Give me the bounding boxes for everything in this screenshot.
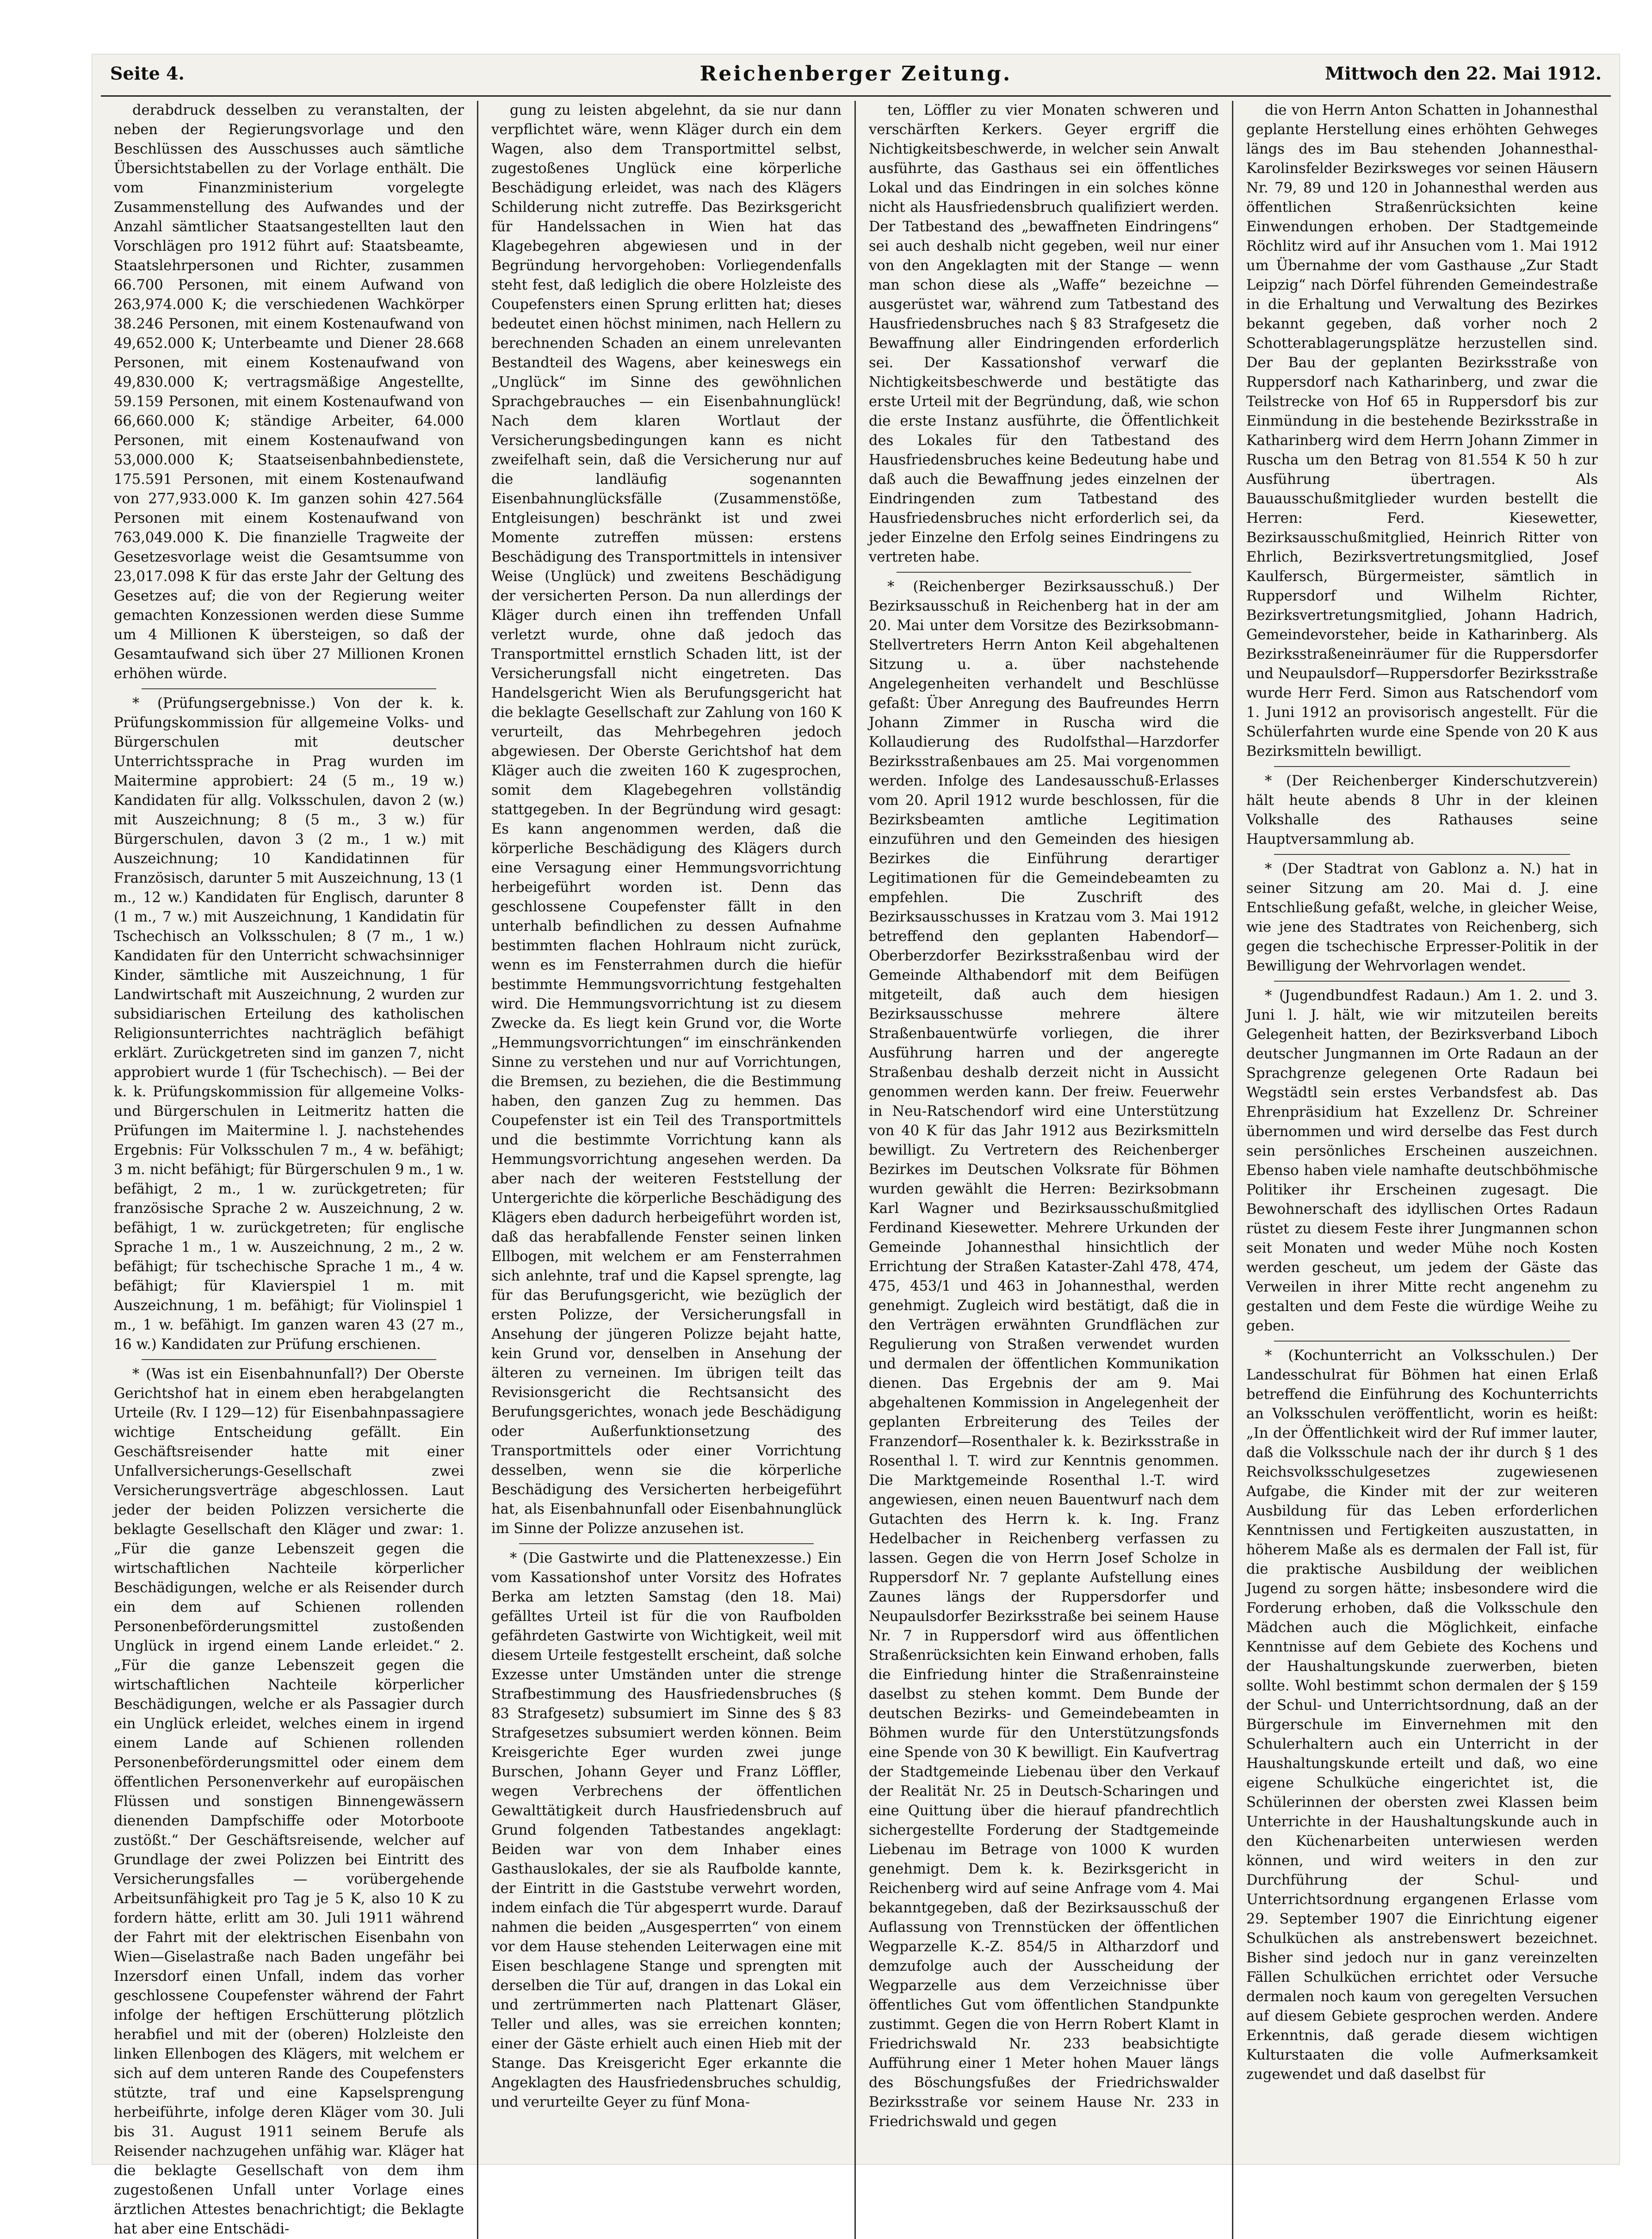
divider [1274, 981, 1570, 982]
article-paragraph: * (Der Stadtrat von Gablonz a. N.) hat in seiner Sitzung am 20. Mai d. J. eine Entschließung gefaßt, welche, in gleicher Weise, wie jene des Stadtrates von Reichenberg, sich gegen die tschechische Erpresser-Politik in der Bewilligung der Wehrvorlagen wendet. [1246, 861, 1598, 974]
article-paragraph: * (Reichenberger Bezirksausschuß.) Der Bezirksausschuß in Reichenberg hat in der am 20. Mai unter dem Vorsitze des Bezirksobmann-Stellvertreters Herrn Anton Keil abgehaltenen Sitzung u. a. über nachstehende Angelegenheiten verhandelt und Beschlüsse gefaßt: Über Anregung des Baufreundes Herrn Johann Zimmer in Ruscha wird die Kollaudierung des Rudolfsthal—Harzdorfer Bezirksstraßenbaues am 25. Mai vorgenommen werden. Infolge des Landesausschuß-Erlasses vom 20. April 1912 wurde beschlossen, für die Bezirksbeamten amtliche Legitimation einzuführen und den Gemeinden des hiesigen Bezirkes die Einführung derartiger Legitimationen für die Gemeindebeamten zu empfehlen. Die Zuschrift des Bezirksausschusses in Kratzau vom 3. Mai 1912 betreffend den geplanten Habendorf—Oberberzdorfer Bezirksstraßenbau wird der Gemeinde Althabendorf mit dem Beifügen mitgeteilt, daß auch dem hiesigen Bezirksausschusse mehrere ältere Straßenbauentwürfe vorliegen, die ihrer Ausführung harren und der angeregte Straßenbau deshalb derzeit nicht in Aussicht genommen werden kann. Der freiw. Feuerwehr in Neu-Ratschendorf wird eine Unterstützung von 40 K für das Jahr 1912 aus Bezirksmitteln bewilligt. Zu Vertretern des Reichenberger Bezirkes im Deutschen Volksrate für Böhmen wurden gewählt die Herren: Bezirksobmann Karl Wagner und Bezirksausschußmitglied Ferdinand Kiesewetter. Mehrere Urkunden der Gemeinde Johannesthal hinsichtlich der Errichtung der Straßen Kataster-Zahl 478, 474, 475, 453/1 und 463 in Johannesthal, werden genehmigt. Zugleich wird bestätigt, daß die in den Verträgen erwähnten Grundflächen zur Regulierung von Straßen verwendet wurden und dermalen der öffentlichen Kommunikation dienen. Das Ergebnis der am 9. Mai abgehaltenen Kommission in Angelegenheit der geplanten Erbreiterung des Teiles der Franzendorf—Rosenthaler k. k. Bezirksstraße in Rosenthal l. T. wird zur Kenntnis genommen. Die Marktgemeinde Rosenthal l.-T. wird angewiesen, einen neuen Bauentwurf nach dem Gutachten des Herrn k. k. Ing. Franz Hedelbacher in Reichenberg verfassen zu lassen. Gegen die von Herrn Josef Scholze in Ruppersdorf Nr. 7 geplante Aufstellung eines Zaunes längs der Ruppersdorfer und Neupaulsdorfer Bezirksstraße bei seinem Hause Nr. 7 in Ruppersdorf wird aus öffentlichen Straßenrücksichten kein Einwand erhoben, falls die Einfriedung hinter die Straßenrainsteine daselbst zu stehen kommt. Dem Bunde der deutschen Bezirks- und Gemeindebeamten in Böhmen wurde für den Unterstützungsfonds eine Spende von 30 K bewilligt. Ein Kaufvertrag der Stadtgemeinde Liebenau über den Verkauf der Realität Nr. 25 in Deutsch-Scharingen und eine Quittung über die hierauf pfandrechtlich sichergestellte Forderung der Stadtgemeinde Liebenau im Betrage von 1000 K wurden genehmigt. Dem k. k. Bezirksgericht in Reichenberg wird auf seine Anfrage vom 4. Mai bekanntgegeben, daß der Bezirksausschuß der Auflassung von Trennstücken der öffentlichen Wegparzelle K.-Z. 854/5 in Altharzdorf und demzufolge auch der Ausscheidung der Wegparzelle aus dem Verzeichnisse über öffentliches Gut vom öffentlichen Standpunkte zustimmt. Gegen die von Herrn Robert Klamt in Friedrichswald Nr. 233 beabsichtigte Aufführung einer 1 Meter hohen Mauer längs des Böschungsfußes der Friedrichswalder Bezirksstraße vor seinem Hause Nr. 233 in Friedrichswald und gegen [869, 579, 1219, 2130]
newspaper-title: Reichenberger Zeitung. [699, 62, 1012, 86]
divider [897, 572, 1191, 573]
column-1 [101, 101, 478, 2239]
divider [1274, 854, 1570, 855]
divider [142, 1359, 436, 1360]
article-paragraph: * (Prüfungsergebnisse.) Von der k. k. Prüfungskommission für allgemeine Volks- und Bürgerschulen mit deutscher Unterrichtssprache in Prag wurden im Maitermine approbiert: 24 (5 m., 19 w.) Kandidaten für allg. Volksschulen, davon 2 (w.) mit Auszeichnung; 8 (5 m., 3 w.) für Bürgerschulen, davon 3 (2 m., 1 w.) mit Auszeichnung; 10 Kandidatinnen für Französisch, darunter 5 mit Auszeichnung, 13 (1 m., 12 w.) Kandidaten für Englisch, darunter 8 (1 m., 7 w.) mit Auszeichnung, 1 Kandidatin für Tschechisch an Volksschulen; 8 (7 m., 1 w.) Kandidaten für den Unterricht schwachsinniger Kinder, sämtliche mit Auszeichnung, 1 für Landwirtschaft mit Auszeichnung, 2 wurden zur subsidiarischen Erteilung des katholischen Religionsunterrichtes nachträglich befähigt erklärt. Zurückgetreten sind im ganzen 7, nicht approbiert wurde 1 (für Tschechisch). — Bei der k. k. Prüfungskommission für allgemeine Volks- und Bürgerschulen in Leitmeritz hatten die Prüfungen im Maitermine l. J. nachstehendes Ergebnis: Für Volksschulen 7 m., 4 w. befähigt; 3 m. nicht befähigt; für Bürgerschulen 9 m., 1 w. befähigt, 2 m., 1 w. zurückgetreten; für französische Sprache 2 w. Auszeichnung, 2 w. befähigt, 1 w. zurückgetreten; für englische Sprache 1 m., 1 w. Auszeichnung, 2 m., 2 w. befähigt; für tschechische Sprache 1 m., 4 w. befähigt; für Klavierspiel 1 m. mit Auszeichnung, 1 m. befähigt; für Violinspiel 1 m., 1 w. befähigt. Im ganzen waren 43 (27 m., 16 w.) Kandidaten zur Prüfung erschienen. [114, 695, 464, 1353]
article-paragraph: * (Der Reichenberger Kinderschutzverein) hält heute abends 8 Uhr in der kleinen Volkshalle des Rathauses seine Hauptversammlung ab. [1246, 773, 1598, 847]
article-paragraph: derabdruck desselben zu veranstalten, der neben der Regierungsvorlage und den Beschlüssen des Ausschusses auch sämtliche Übersichtstabellen zu der Vorlage enthält. Die vom Finanzministerium vorgelegte Zusammenstellung des Aufwandes und der Anzahl sämtlicher Staatsangestellten laut den Vorschlägen pro 1912 führt auf: Staatsbeamte, Staatslehrpersonen und Richter, zusammen 66.700 Personen, mit einem Aufwand von 263,974.000 K; die verschiedenen Wachkörper 38.246 Personen, mit einem Kostenaufwand von 49,652.000 K; Unterbeamte und Diener 28.668 Personen, mit einem Kostenaufwand von 49,830.000 K; vertragsmäßige Angestellte, 59.159 Personen, mit einem Kostenaufwand von 66,660.000 K; ständige Arbeiter, 64.000 Personen, mit einem Kostenaufwand von 53,000.000 K; Staatseisenbahnbedienstete, 175.591 Personen, mit einem Kostenaufwand von 277,933.000 K. Im ganzen sohin 427.564 Personen mit einem Kostenaufwand von 763,049.000 K. Die finanzielle Tragweite der Gesetzesvorlage weist die Gesamtsumme von 23,017.098 K für das erste Jahr der Geltung des Gesetzes auf; die von der Regierung weiter gemachten Konzessionen werden diese Summe um 4 Millionen K übersteigen, so daß der Gesamtaufwand sich über 27 Millionen Kronen erhöhen würde. [114, 102, 464, 682]
article-paragraph: die von Herrn Anton Schatten in Johannesthal geplante Herstellung eines erhöhten Gehweges längs des im Bau stehenden Johannesthal-Karolinsfelder Bezirksweges vor seinen Häusern Nr. 79, 89 und 120 in Johannesthal werden aus öffentlichen Straßenrücksichten keine Einwendungen erhoben. Der Stadtgemeinde Röchlitz wird auf ihr Ansuchen vom 1. Mai 1912 um Übernahme der vom Gasthause „Zur Stadt Leipzig“ nach Dörfel führenden Gemeindestraße in die Erhaltung und Verwaltung des Bezirkes bekannt gegeben, daß vorher noch 2 Schotterablagerungsplätze herzustellen sind. Der Bau der geplanten Bezirksstraße von Ruppersdorf nach Katharinberg, und zwar die Teilstrecke von Hof 65 in Ruppersdorf bis zur Einmündung in die bestehende Bezirksstraße in Katharinberg wird dem Herrn Johann Zimmer in Ruscha um den Betrag von 81.554 K 50 h zur Ausführung übertragen. Als Bauausschußmitglieder wurden bestellt die Herren: Ferd. Kiesewetter, Bezirksausschußmitglied, Heinrich Ritter von Ehrlich, Bezirksvertretungsmitglied, Josef Kaulfersch, Bürgermeister, sämtlich in Ruppersdorf und Wilhelm Richter, Bezirksvertretungsmitglied, Johann Hadrich, Gemeindevorsteher, beide in Katharinberg. Als Bezirksstraßeneinräumer für die Ruppersdorfer und Neupaulsdorf—Ruppersdorfer Bezirksstraße wurde Herr Ferd. Simon aus Ratschendorf vom 1. Juni 1912 an provisorisch angestellt. Für die Schülerfahrten wurde eine Spende von 20 K aus Bezirksmitteln bewilligt. [1246, 102, 1598, 760]
article-paragraph: gung zu leisten abgelehnt, da sie nur dann verpflichtet wäre, wenn Kläger durch ein dem Wagen, also dem Transportmittel selbst, zugestoßenes Unglück eine körperliche Beschädigung erleidet, was nach des Klägers Schilderung nicht zutreffe. Das Bezirksgericht für Handelssachen in Wien hat das Klagebegehren abgewiesen und in der Begründung hervorgehoben: Vorliegendenfalls steht fest, daß lediglich die obere Holzleiste des Coupefensters einen Sprung erlitten hat; dieses bedeutet einen höchst minimen, nach Hellern zu berechnenden Schaden an einem unrelevanten Bestandteil des Wagens, aber keineswegs ein „Unglück“ im Sinne des gewöhnlichen Sprachgebrauches — ein Eisenbahnunglück! Nach dem klaren Wortlaut der Versicherungsbedingungen kann es nicht zweifelhaft sein, daß die Versicherung nur auf die landläufig sogenannten Eisenbahnunglücksfälle (Zusammenstöße, Entgleisungen) beschränkt ist und zwei Momente zutreffen müssen: erstens Beschädigung des Transportmittels in intensiver Weise (Unglück) und zweitens Beschädigung der versicherten Person. Da nun allerdings der Kläger durch einen ihn treffenden Unfall verletzt wurde, ohne daß jedoch das Transportmittel ernstlich Schaden litt, ist der Versicherungsfall nicht eingetreten. Das Handelsgericht Wien als Berufungsgericht hat die beklagte Gesellschaft zur Zahlung von 160 K verurteilt, das Mehrbegehren jedoch abgewiesen. Der Oberste Gerichtshof hat dem Kläger auch die zweiten 160 K zugesprochen, somit dem Klagebegehren vollständig stattgegeben. In der Begründung wird gesagt: Es kann angenommen werden, daß die körperliche Beschädigung des Klägers durch eine Versagung einer Hemmungsvorrichtung herbeigeführt worden ist. Denn das geschlossene Coupefenster fällt in den unterhalb befindlichen zu dessen Aufnahme bestimmten flachen Hohlraum nicht zurück, wenn es im Fensterrahmen durch die hiefür bestimmte Hemmungsvorrichtung festgehalten wird. Die Hemmungsvorrichtung ist zu diesem Zwecke da. Es liegt kein Grund vor, die Worte „Hemmungsvorrichtungen“ im einschränkenden Sinne zu verstehen und nur auf Vorrichtungen, die Bremsen, zu beziehen, die die Bestimmung haben, den ganzen Zug zu hemmen. Das Coupefenster ist ein Teil des Transportmittels und die bestimmte Vorrichtung kann als Hemmungsvorrichtung angesehen werden. Da aber nach der weiteren Feststellung der Untergerichte die körperliche Beschädigung des Klägers eben dadurch herbeigeführt worden ist, daß das herabfallende Fenster seinen linken Ellbogen, mit welchem er am Fensterrahmen sich anlehnte, traf und die Kapsel sprengte, lag für das Berufungsgericht, wie bezüglich der ersten Polizze, der Versicherungsfall in Ansehung der jüngeren Polizze bejaht hatte, kein Grund vor, denselben in Ansehung der älteren zu verneinen. Im übrigen teilt das Revisionsgericht die Rechtsansicht des Berufungsgerichtes, wonach jede Beschädigung oder Außerfunktionsetzung des Transportmittels oder einer Vorrichtung desselben, wenn sie die körperliche Beschädigung des Versicherten herbeigeführt hat, als Eisenbahnunfall oder Eisenbahnunglück im Sinne der Polizze anzusehen ist. [491, 102, 841, 1537]
issue-date: Mittwoch den 22. Mai 1912. [1325, 63, 1602, 84]
article-paragraph: * (Jugendbundfest Radaun.) Am 1. 2. und 3. Juni l. J. hält, wie wir mitzuteilen bereits Gelegenheit hatten, der Bezirksverband Liboch deutscher Jungmannen im Orte Radaun an der Sprachgrenze gelegenen Orte Radaun bei Wegstädtl sein erstes Verbandsfest ab. Das Ehrenpräsidium hat Exzellenz Dr. Schreiner übernommen und wird derselbe das Fest durch sein persönliches Erscheinen auszeichnen. Ebenso haben viele namhafte deutschböhmische Politiker ihr Erscheinen zugesagt. Die Bewohnerschaft des idyllischen Ortes Radaun rüstet zu diesem Feste ihrer Jungmannen schon seit Monaten und weder Mühe noch Kosten werden gescheut, um jedem der Gäste das Verweilen in ihrer Mitte recht angenehm zu gestalten und dem Feste die würdige Weihe zu geben. [1246, 988, 1598, 1334]
column-3 [856, 101, 1233, 2239]
article-paragraph: * (Was ist ein Eisenbahnunfall?) Der Oberste Gerichtshof hat in einem eben herabgelangten Urteile (Rv. I 129—12) für Eisenbahnpassagiere wichtige Entscheidung gefällt. Ein Geschäftsreisender hatte mit einer Unfallversicherungs-Gesellschaft zwei Versicherungsverträge abgeschlossen. Laut jeder der beiden Polizzen versicherte die beklagte Gesellschaft den Kläger und zwar: 1. „Für die ganze Lebenszeit gegen die wirtschaftlichen Nachteile körperlicher Beschädigungen, welche er als Reisender durch ein dem auf Schienen rollenden Personenbeförderungsmittel zustoßenden Unglück in irgend einem Lande erleidet.“ 2. „Für die ganze Lebenszeit gegen die wirtschaftlichen Nachteile körperlicher Beschädigungen, welche er als Passagier durch ein Unglück erleidet, welches einem in irgend einem Lande auf Schienen rollenden Personenbeförderungsmittel oder einem dem öffentlichen Personenverkehr auf europäischen Flüssen und sonstigen Binnengewässern dienenden Dampfschiffe oder Motorboote zustößt.“ Der Geschäftsreisende, welcher auf Grundlage der zwei Polizzen bei Eintritt des Versicherungsfalles — vorübergehende Arbeitsunfähigkeit pro Tag je 5 K, also 10 K zu fordern hätte, erlitt am 30. Juli 1911 während der Fahrt mit der elektrischen Eisenbahn von Wien—Giselastraße nach Baden ungefähr bei Inzersdorf einen Unfall, indem das vorher geschlossene Coupefenster während der Fahrt infolge der heftigen Erschütterung plötzlich herabfiel und mit der (oberen) Holzleiste den linken Ellenbogen des Klägers, mit welchem er sich auf dem unteren Rande des Coupefensters stützte, traf und eine Kapselsprengung herbeiführte, infolge deren Kläger vom 30. Juli bis 31. August 1911 seinem Berufe als Reisender nachzugehen unfähig war. Kläger hat die beklagte Gesellschaft von dem ihm zugestoßenen Unfall unter Vorlage eines ärztlichen Attestes benachrichtigt; die Beklagte hat aber eine Entschädi- [114, 1366, 464, 2237]
page-header [101, 58, 1611, 97]
divider [1274, 766, 1570, 767]
column-4 [1233, 101, 1611, 2239]
divider [142, 688, 436, 689]
article-paragraph: * (Kochunterricht an Volksschulen.) Der Landesschulrat für Böhmen hat einen Erlaß betreffend die Einführung des Kochunterrichts an Volksschulen veröffentlicht, worin es heißt: „In der Öffentlichkeit wird der Ruf immer lauter, daß die Volksschule nach der ihr durch § 1 des Reichsvolksschulgesetzes zugewiesenen Aufgabe, die Kinder mit der zur weiteren Ausbildung für das Leben erforderlichen Kenntnissen und Fertigkeiten auszustatten, in höherem Maße als es dermalen der Fall ist, für die praktische Ausbildung der weiblichen Jugend zu sorgen hätte; insbesondere wird die Forderung erhoben, daß die Volksschule den Mädchen auch die Möglichkeit, einfache Kenntnisse auf dem Gebiete des Kochens und der Haushaltungskunde zuerwerben, bieten sollte. Wohl bestimmt schon dermalen der § 159 der Schul- und Unterrichtsordnung, daß an der Bürgerschule im Einvernehmen mit den Schulerhaltern auch ein Unterricht in der Haushaltungskunde erteilt und daß, wo eine eigene Schulküche eingerichtet ist, die Schülerinnen der obersten zwei Klassen beim Unterrichte in der Haushaltungskunde auch in den Küchenarbeiten unterwiesen werden können, und wird weiters in den zur Durchführung der Schul- und Unterrichtsordnung ergangenen Erlasse vom 29. September 1907 die Einrichtung eigener Schulküchen als anstrebenswert bezeichnet. Bisher sind jedoch nur in ganz vereinzelten Fällen Schulküchen errichtet oder Versuche dermalen noch kaum von geregelten Versuchen auf diesem Gebiete gesprochen werden. Andere Erkenntnis, daß gerade diesem wichtigen Kulturstaaten die volle Aufmerksamkeit zugewendet und daß daselbst für [1246, 1348, 1598, 2083]
article-paragraph: ten, Löffler zu vier Monaten schweren und verschärften Kerkers. Geyer ergriff die Nichtigkeitsbeschwerde, in welcher sein Anwalt ausführte, das Gasthaus sei ein öffentliches Lokal und das Eindringen in ein solches könne nicht als Hausfriedensbruch qualifiziert werden. Der Tatbestand des „bewaffneten Eindringens“ sei auch deshalb nicht gegeben, weil nur einer von den Angeklagten mit der Stange — wenn man schon diese als „Waffe“ bezeichne — ausgerüstet war, während zum Tatbestand des Hausfriedensbruches nach § 83 Strafgesetz die Bewaffnung aller Eindringenden erforderlich sei. Der Kassationshof verwarf die Nichtigkeitsbeschwerde und bestätigte das erste Urteil mit der Begründung, daß, wie schon die erste Instanz ausführte, die Öffentlichkeit des Lokales für den Tatbestand des Hausfriedensbruches keine Bedeutung habe und daß auch die Bewaffnung jedes einzelnen der Eindringenden zum Tatbestand des Hausfriedensbruches nicht erforderlich sei, da jeder Einzelne den Erfolg seines Eindringens zu vertreten habe. [869, 102, 1219, 565]
column-2 [478, 101, 856, 2239]
article-paragraph: * (Die Gastwirte und die Plattenexzesse.) Ein vom Kassationshof unter Vorsitz des Hofrates Berka am letzten Samstag (den 18. Mai) gefälltes Urteil ist für die von Raufbolden gefährdeten Gastwirte von Wichtigkeit, weil mit diesem Urteile festgestellt erscheint, daß solche Exzesse unter Umständen unter die strenge Strafbestimmung des Hausfriedensbruches (§ 83 Strafgesetz) subsumiert im Sinne des § 83 Strafgesetzes subsumiert werden können. Beim Kreisgerichte Eger wurden zwei junge Burschen, Johann Geyer und Franz Löffler, wegen Verbrechens der öffentlichen Gewalttätigkeit durch Hausfriedensbruch auf Grund folgenden Tatbestandes angeklagt: Beiden war von dem Inhaber eines Gasthauslokales, der sie als Raufbolde kannte, der Eintritt in die Gaststube verwehrt worden, indem einfach die Tür abgesperrt wurde. Darauf nahmen die beiden „Ausgesperrten“ von einem vor dem Hause stehenden Leiterwagen eine mit Eisen beschlagene Stange und sprengten mit derselben die Tür auf, drangen in das Lokal ein und zertrümmerten nach Plattenart Gläser, Teller und alles, was sie erreichen konnten; einer der Gäste erhielt auch einen Hieb mit der Stange. Das Kreisgericht Eger erkannte die Angeklagten des Hausfriedensbruches schuldig, und verurteilte Geyer zu fünf Mona- [491, 1550, 841, 2110]
text-columns [101, 101, 1611, 2237]
divider [1274, 1341, 1570, 1342]
page-number: Seite 4. [110, 63, 185, 84]
newspaper-page [93, 55, 1619, 2237]
divider [519, 1543, 814, 1544]
